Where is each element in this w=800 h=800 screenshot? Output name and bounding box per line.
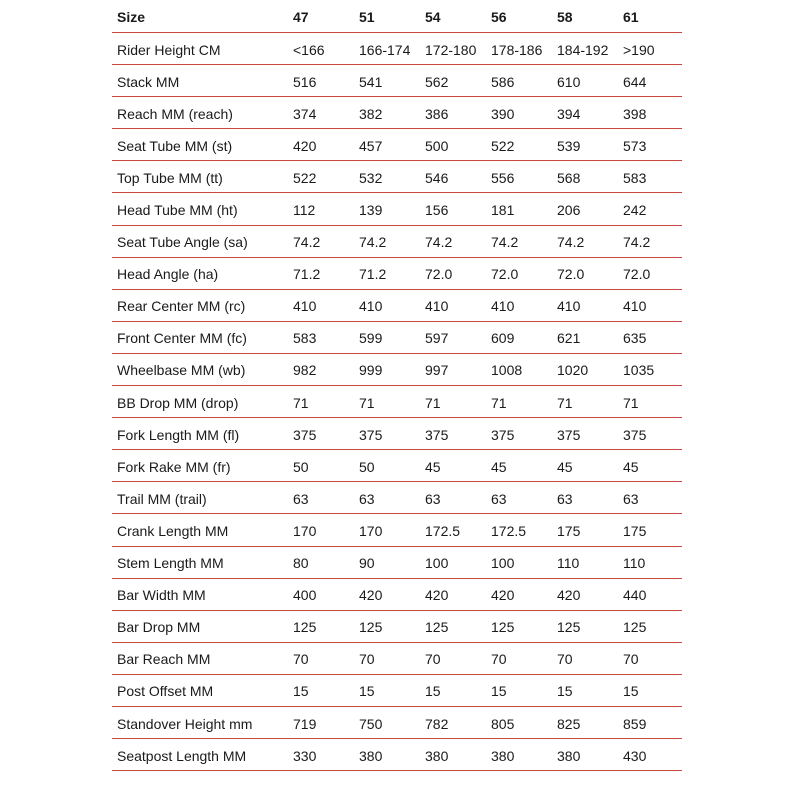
table-cell: 71: [623, 394, 639, 411]
row-label: Rider Height CM: [117, 41, 221, 58]
table-cell: 63: [623, 490, 639, 507]
row-label: Stack MM: [117, 73, 180, 90]
table-cell: 380: [491, 747, 515, 764]
table-cell: 125: [623, 619, 647, 636]
table-cell: 139: [359, 202, 383, 219]
table-cell: 410: [425, 298, 449, 315]
row-label: BB Drop MM (drop): [117, 394, 239, 411]
table-cell: 410: [293, 298, 317, 315]
table-cell: 74.2: [491, 234, 519, 251]
row-label: Seat Tube Angle (sa): [117, 234, 248, 251]
table-cell: 71.2: [359, 266, 387, 283]
table-cell: 621: [557, 330, 581, 347]
table-cell: 170: [293, 522, 317, 539]
table-cell: 70: [491, 651, 507, 668]
table-cell: 398: [623, 105, 647, 122]
table-cell: 72.0: [557, 266, 585, 283]
table-cell: 400: [293, 587, 317, 604]
table-cell: 500: [425, 137, 449, 154]
row-label: Top Tube MM (tt): [117, 169, 223, 186]
table-cell: 609: [491, 330, 515, 347]
table-cell: 70: [425, 651, 441, 668]
table-row: [112, 290, 682, 322]
table-cell: 45: [491, 458, 507, 475]
table-cell: 1035: [623, 362, 655, 379]
table-cell: 374: [293, 105, 317, 122]
table-row: [112, 161, 682, 193]
table-cell: 997: [425, 362, 449, 379]
table-cell: 63: [491, 490, 507, 507]
table-cell: 805: [491, 715, 515, 732]
table-cell: 50: [293, 458, 309, 475]
table-cell: 410: [491, 298, 515, 315]
table-cell: 74.2: [293, 234, 321, 251]
row-label: Reach MM (reach): [117, 105, 233, 122]
table-cell: 375: [425, 426, 449, 443]
table-cell: 181: [491, 202, 515, 219]
table-cell: 782: [425, 715, 449, 732]
table-cell: 382: [359, 105, 383, 122]
table-cell: 63: [293, 490, 309, 507]
table-cell: 71: [293, 394, 309, 411]
table-cell: 375: [623, 426, 647, 443]
table-cell: 420: [425, 587, 449, 604]
table-cell: 420: [557, 587, 581, 604]
row-label: Bar Drop MM: [117, 619, 201, 636]
table-row: [112, 33, 682, 65]
row-label: Head Tube MM (ht): [117, 202, 238, 219]
table-cell: 70: [359, 651, 375, 668]
table-cell: 242: [623, 202, 647, 219]
table-cell: 644: [623, 73, 647, 90]
table-cell: 72.0: [425, 266, 453, 283]
table-cell: 586: [491, 73, 515, 90]
table-cell: 70: [557, 651, 573, 668]
table-cell: 610: [557, 73, 581, 90]
table-row: [112, 418, 682, 450]
table-cell: 74.2: [425, 234, 453, 251]
row-label: Rear Center MM (rc): [117, 298, 246, 315]
table-cell: 74.2: [359, 234, 387, 251]
table-cell: 573: [623, 137, 647, 154]
table-cell: 72.0: [623, 266, 651, 283]
table-cell: 125: [293, 619, 317, 636]
table-cell: 599: [359, 330, 383, 347]
table-cell: 125: [359, 619, 383, 636]
header-size-cell: 47: [293, 9, 309, 25]
table-row: [112, 579, 682, 611]
table-cell: 410: [359, 298, 383, 315]
table-cell: 71: [557, 394, 573, 411]
header-size-cell: 51: [359, 9, 375, 25]
table-cell: 380: [425, 747, 449, 764]
table-cell: 15: [623, 683, 639, 700]
table-cell: 125: [557, 619, 581, 636]
table-cell: 562: [425, 73, 449, 90]
row-label: Standover Height mm: [117, 715, 253, 732]
table-cell: 597: [425, 330, 449, 347]
table-cell: 63: [359, 490, 375, 507]
row-label: Bar Width MM: [117, 587, 206, 604]
table-cell: 1008: [491, 362, 523, 379]
table-cell: 1020: [557, 362, 589, 379]
table-cell: 568: [557, 169, 581, 186]
table-cell: 166-174: [359, 41, 411, 58]
table-cell: >190: [623, 41, 655, 58]
row-label: Front Center MM (fc): [117, 330, 247, 347]
table-row: [112, 65, 682, 97]
table-cell: 410: [623, 298, 647, 315]
table-cell: 539: [557, 137, 581, 154]
table-cell: 175: [557, 522, 581, 539]
table-cell: 80: [293, 555, 309, 572]
table-cell: 71: [491, 394, 507, 411]
table-cell: 750: [359, 715, 383, 732]
geometry-table: [112, 0, 682, 771]
table-row: [112, 386, 682, 418]
table-cell: 90: [359, 555, 375, 572]
header-size-cell: 56: [491, 9, 507, 25]
row-label: Crank Length MM: [117, 522, 229, 539]
table-cell: 859: [623, 715, 647, 732]
table-cell: 110: [623, 555, 646, 572]
table-cell: 175: [623, 522, 647, 539]
table-cell: 430: [623, 747, 647, 764]
table-cell: 50: [359, 458, 375, 475]
table-cell: 71: [359, 394, 375, 411]
table-cell: 375: [359, 426, 383, 443]
table-cell: 71.2: [293, 266, 321, 283]
table-row: [112, 514, 682, 546]
header-size-cell: 58: [557, 9, 573, 25]
row-label: Trail MM (trail): [117, 490, 207, 507]
table-cell: 45: [425, 458, 441, 475]
table-cell: 390: [491, 105, 515, 122]
header-label: Size: [117, 9, 146, 25]
table-row: [112, 707, 682, 739]
table-cell: 375: [293, 426, 317, 443]
table-cell: 100: [425, 555, 449, 572]
table-cell: 206: [557, 202, 581, 219]
table-cell: 63: [557, 490, 573, 507]
table-cell: <166: [293, 41, 325, 58]
table-cell: 556: [491, 169, 515, 186]
table-row: [112, 643, 682, 675]
table-cell: 635: [623, 330, 647, 347]
table-cell: 172.5: [491, 522, 527, 539]
table-row: [112, 97, 682, 129]
table-cell: 420: [293, 137, 317, 154]
table-cell: 380: [359, 747, 383, 764]
table-cell: 172-180: [425, 41, 477, 58]
table-cell: 410: [557, 298, 581, 315]
table-cell: 70: [623, 651, 639, 668]
table-header-row: [112, 0, 682, 33]
table-cell: 74.2: [557, 234, 585, 251]
table-cell: 516: [293, 73, 317, 90]
table-cell: 394: [557, 105, 581, 122]
row-label: Fork Length MM (fl): [117, 426, 240, 443]
table-cell: 178-186: [491, 41, 543, 58]
table-cell: 45: [623, 458, 639, 475]
table-cell: 172.5: [425, 522, 461, 539]
table-row: [112, 129, 682, 161]
row-label: Stem Length MM: [117, 555, 224, 572]
row-label: Head Angle (ha): [117, 266, 219, 283]
table-row: [112, 354, 682, 386]
table-cell: 71: [425, 394, 441, 411]
table-cell: 457: [359, 137, 383, 154]
table-cell: 719: [293, 715, 317, 732]
table-cell: 380: [557, 747, 581, 764]
table-cell: 522: [491, 137, 515, 154]
table-cell: 330: [293, 747, 317, 764]
row-label: Post Offset MM: [117, 683, 214, 700]
table-cell: 375: [557, 426, 581, 443]
table-cell: 170: [359, 522, 383, 539]
table-cell: 546: [425, 169, 449, 186]
table-cell: 125: [491, 619, 515, 636]
table-cell: 15: [557, 683, 573, 700]
table-cell: 375: [491, 426, 515, 443]
table-cell: 156: [425, 202, 449, 219]
table-cell: 110: [557, 555, 580, 572]
table-row: [112, 611, 682, 643]
header-size-cell: 61: [623, 9, 639, 25]
row-label: Seatpost Length MM: [117, 747, 247, 764]
table-cell: 541: [359, 73, 383, 90]
table-cell: 70: [293, 651, 309, 668]
table-cell: 15: [425, 683, 441, 700]
table-row: [112, 547, 682, 579]
table-cell: 63: [425, 490, 441, 507]
table-cell: 583: [293, 330, 317, 347]
row-label: Fork Rake MM (fr): [117, 458, 231, 475]
table-cell: 420: [491, 587, 515, 604]
table-cell: 15: [293, 683, 309, 700]
row-label: Wheelbase MM (wb): [117, 362, 246, 379]
table-cell: 982: [293, 362, 317, 379]
table-row: [112, 482, 682, 514]
table-cell: 999: [359, 362, 383, 379]
table-row: [112, 226, 682, 258]
table-row: [112, 258, 682, 290]
row-label: Bar Reach MM: [117, 651, 211, 668]
table-cell: 15: [359, 683, 375, 700]
row-label: Seat Tube MM (st): [117, 137, 233, 154]
table-cell: 184-192: [557, 41, 609, 58]
table-cell: 74.2: [623, 234, 651, 251]
table-row: [112, 322, 682, 354]
table-cell: 522: [293, 169, 317, 186]
table-cell: 420: [359, 587, 383, 604]
table-cell: 825: [557, 715, 581, 732]
table-cell: 45: [557, 458, 573, 475]
table-cell: 532: [359, 169, 383, 186]
table-cell: 386: [425, 105, 449, 122]
table-row: [112, 450, 682, 482]
table-cell: 440: [623, 587, 647, 604]
table-cell: 583: [623, 169, 647, 186]
table-cell: 125: [425, 619, 449, 636]
table-row: [112, 675, 682, 707]
table-cell: 112: [293, 202, 316, 219]
header-size-cell: 54: [425, 9, 441, 25]
table-cell: 100: [491, 555, 515, 572]
table-cell: 72.0: [491, 266, 519, 283]
table-row: [112, 193, 682, 225]
table-row: [112, 739, 682, 771]
table-cell: 15: [491, 683, 507, 700]
